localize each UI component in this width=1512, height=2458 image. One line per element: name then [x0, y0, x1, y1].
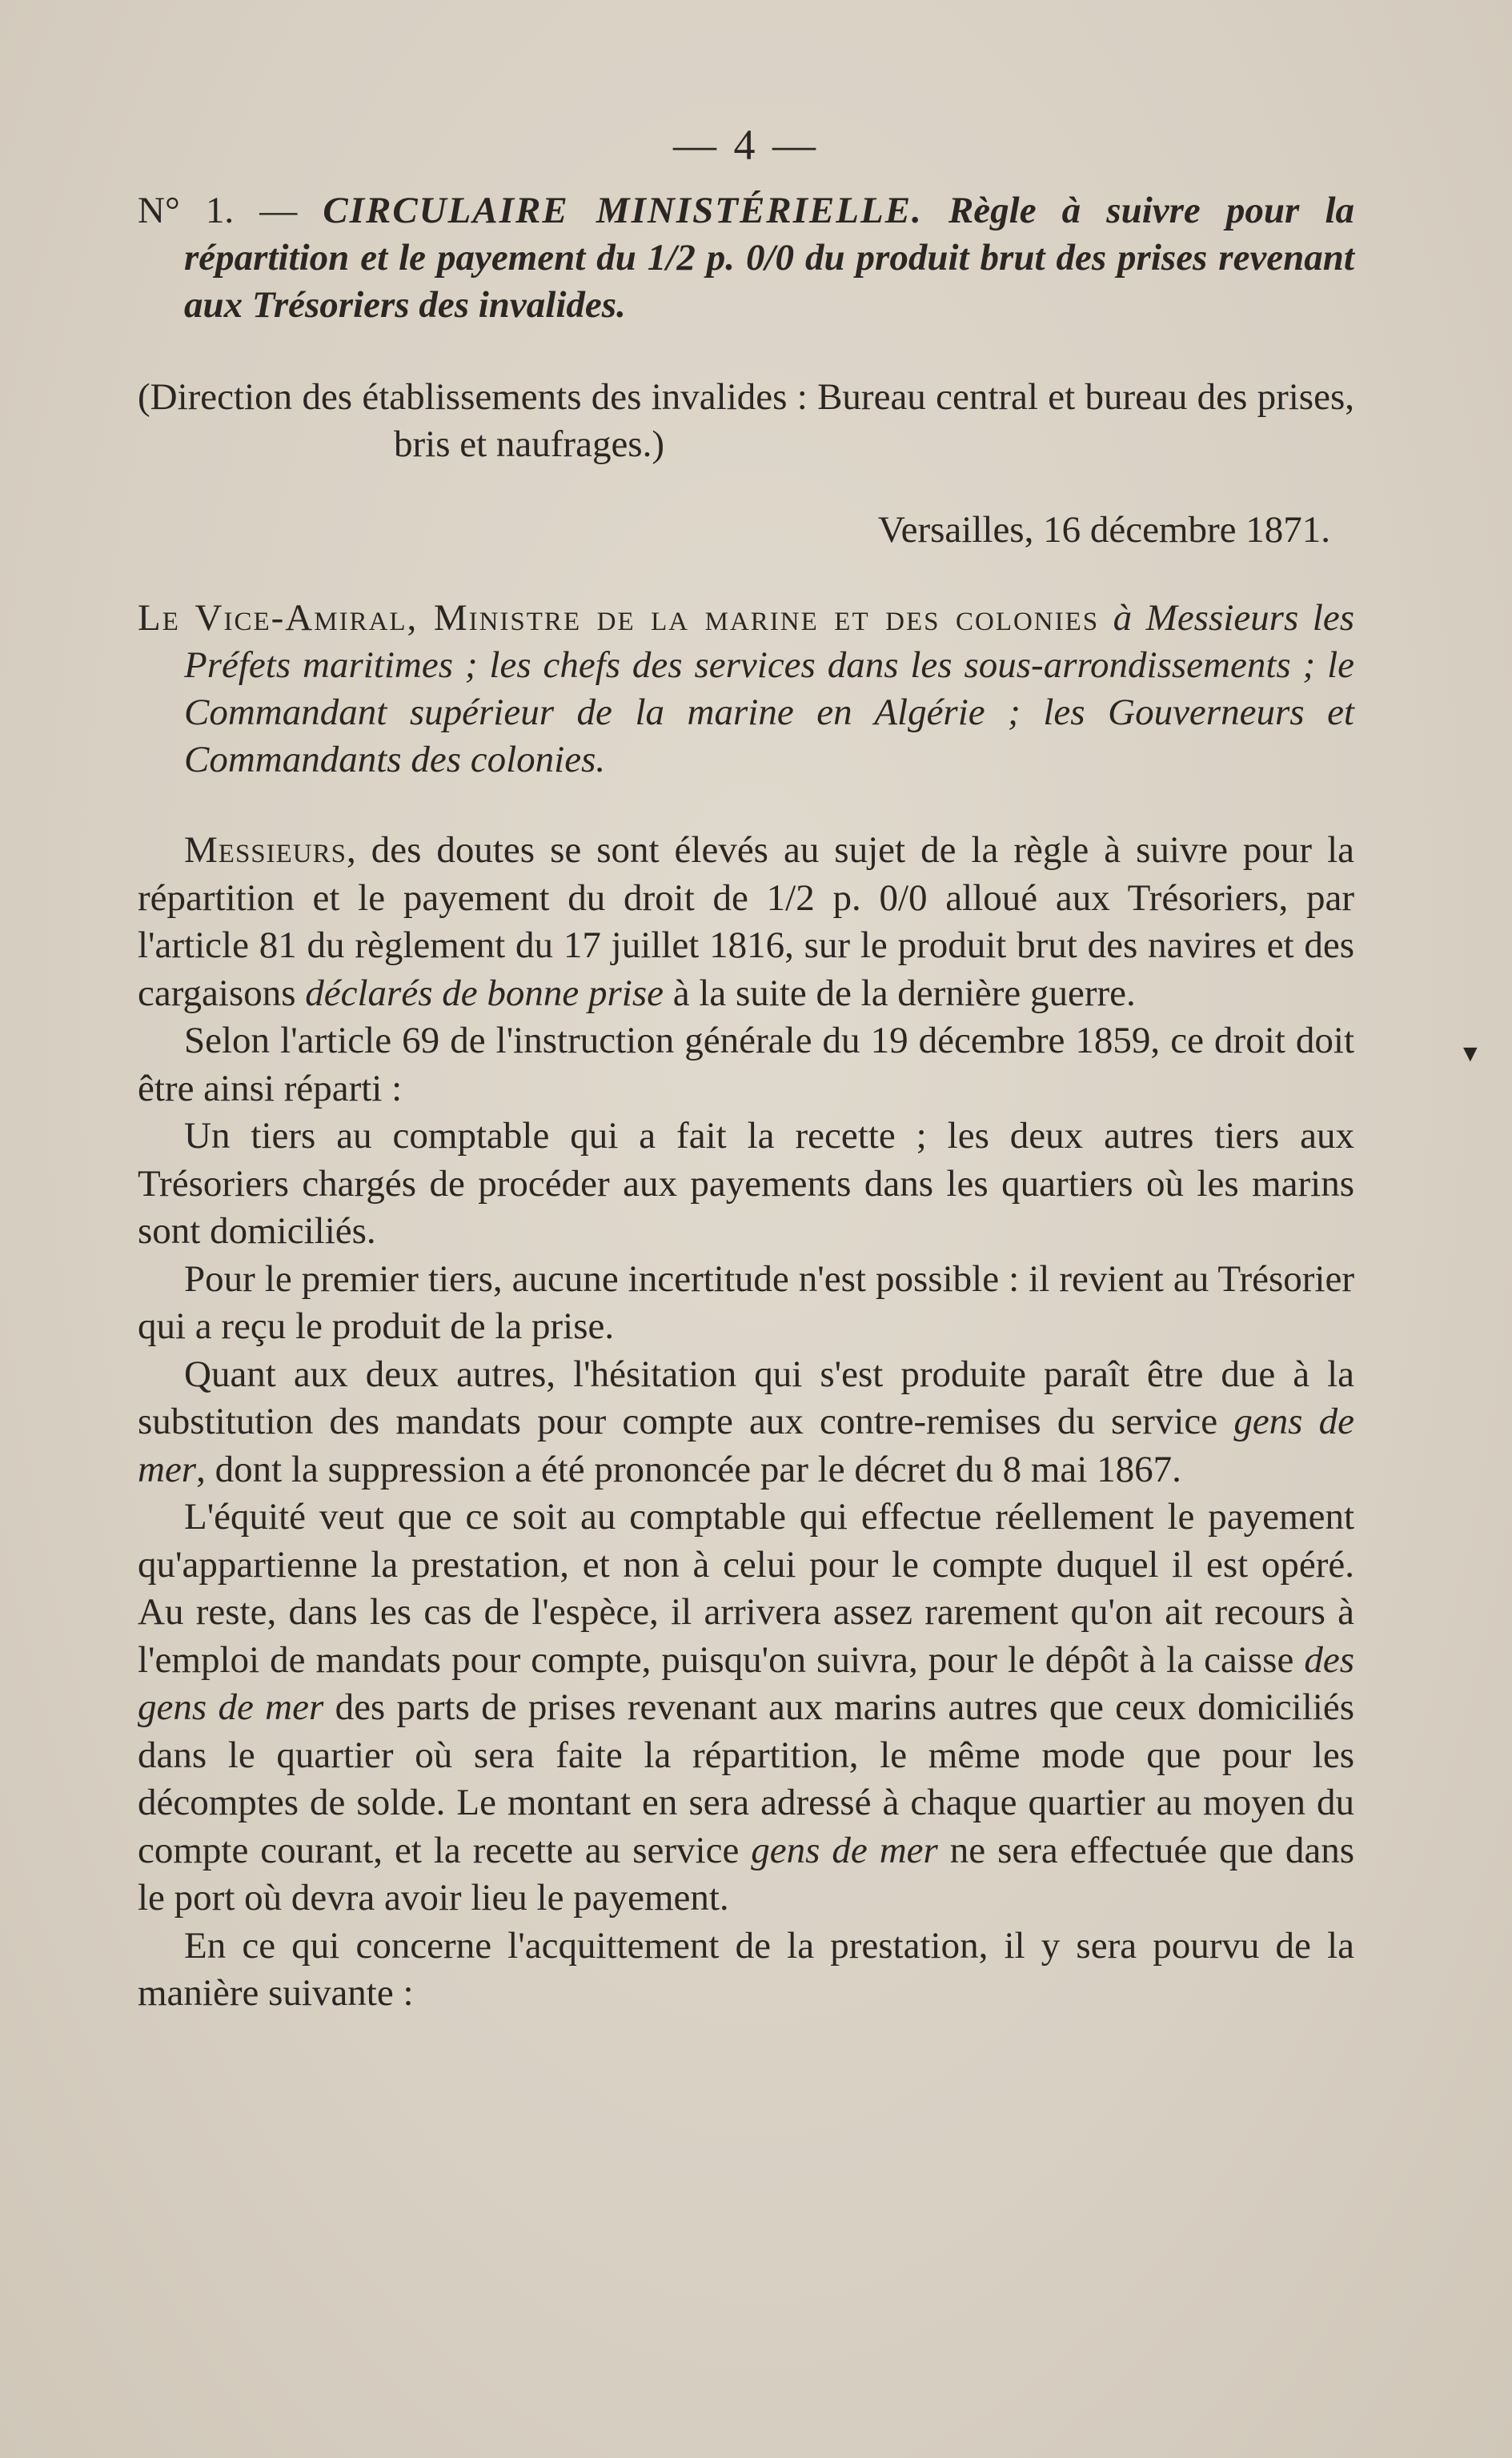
paragraph-6-text-b: des parts de prises revenant aux marins autres que ceux domiciliés dans le quartier où sera faite la répartition, le même mode que pour les décomptes de solde. Le montant en sera adressé à chaque quartier au moyen du compte courant, et la recette au service [138, 1686, 1354, 1871]
circular-title [138, 187, 1354, 329]
salutation: Messieurs [184, 829, 347, 871]
circular-subject: Règle à suivre pour la répartition et le payement du 1/2 p. 0/0 du produit brut des prises revenant aux Trésoriers des invalides. [184, 190, 1355, 326]
date-line: Versailles, 16 décembre 1871. [877, 509, 1330, 551]
margin-mark-icon: ▼ [1458, 1041, 1482, 1067]
paragraph-6-text-a: L'équité veut que ce soit au comptable qui effectue réellement le payement qu'appartienne la prestation, et non à celui pour le compte duquel il est opéré. Au reste, dans les cas de l'espèce, il arrivera assez rarement qu'on ait recours à l'emploi de mandats pour compte, puisqu'on suivra, pour le dépôt à la caisse [138, 1496, 1354, 1681]
paragraph-6-italic-2: gens de mer [751, 1829, 938, 1871]
paragraph-6-italic-1: des gens de mer [138, 1638, 1354, 1728]
paragraph-2: Selon l'article 69 de l'instruction générale du 19 décembre 1859, ce droit doit être ainsi réparti : [138, 1020, 1354, 1109]
paragraph-6 [138, 1494, 1354, 1923]
page-number: — 4 — [673, 121, 819, 169]
paragraph-1-text-b: à la suite de la dernière guerre. [663, 972, 1136, 1014]
recipients: à Messieurs les Préfets maritimes ; les chefs des services dans les sous-arrondissements ; le Commandant supérieur de la marine en Algérie ; les Gouverneurs et Commandants des colonies. [184, 597, 1354, 780]
sender: Le Vice-Amiral, Ministre de la marine et des colonies [138, 597, 1100, 639]
paragraph-6-text-c: ne sera effectuée que dans le port où devra avoir lieu le payement. [138, 1829, 1355, 1919]
paragraph-5-text-a: Quant aux deux autres, l'hésitation qui s'est produite paraît être due à la substitution des mandats pour compte aux contre-remises du service [138, 1353, 1354, 1442]
paragraph-3: Un tiers au comptable qui a fait la recette ; les deux autres tiers aux Trésoriers chargés de procéder aux payements dans les quartiers où les marins sont domiciliés. [138, 1115, 1354, 1252]
text-column [138, 120, 1354, 2018]
letter-body [138, 827, 1354, 2018]
direction-line: (Direction des établissements des invalides : Bureau central et bureau des prises, bris et naufrages.) [138, 376, 1354, 465]
paragraph-5 [138, 1351, 1354, 1494]
paragraph-1-text-a: , des doutes se sont élevés au sujet de la règle à suivre pour la répartition et le payement du droit de 1/2 p. 0/0 alloué aux Trésoriers, par l'article 81 du règlement du 17 juillet 1816, sur le produit brut des navires et des cargaisons [138, 829, 1354, 1014]
paragraph-4: Pour le premier tiers, aucune incertitude n'est possible : il revient au Trésorier qui a reçu le produit de la prise. [138, 1257, 1354, 1347]
circular-number: N° 1. — [138, 190, 298, 231]
paragraph-5-italic: gens de mer [138, 1401, 1354, 1490]
paragraph-5-text-b: , dont la suppression a été prononcée par le décret du 8 mai 1867. [196, 1448, 1181, 1490]
paragraph-7: En ce qui concerne l'acquittement de la prestation, il y sera pourvu de la manière suivante : [138, 1924, 1354, 2014]
paragraph-1-italic: déclarés de bonne prise [305, 972, 664, 1014]
addressee [138, 595, 1354, 784]
circular-heading: CIRCULAIRE MINISTÉRIELLE. [323, 190, 923, 231]
paragraph-1 [138, 827, 1354, 1017]
